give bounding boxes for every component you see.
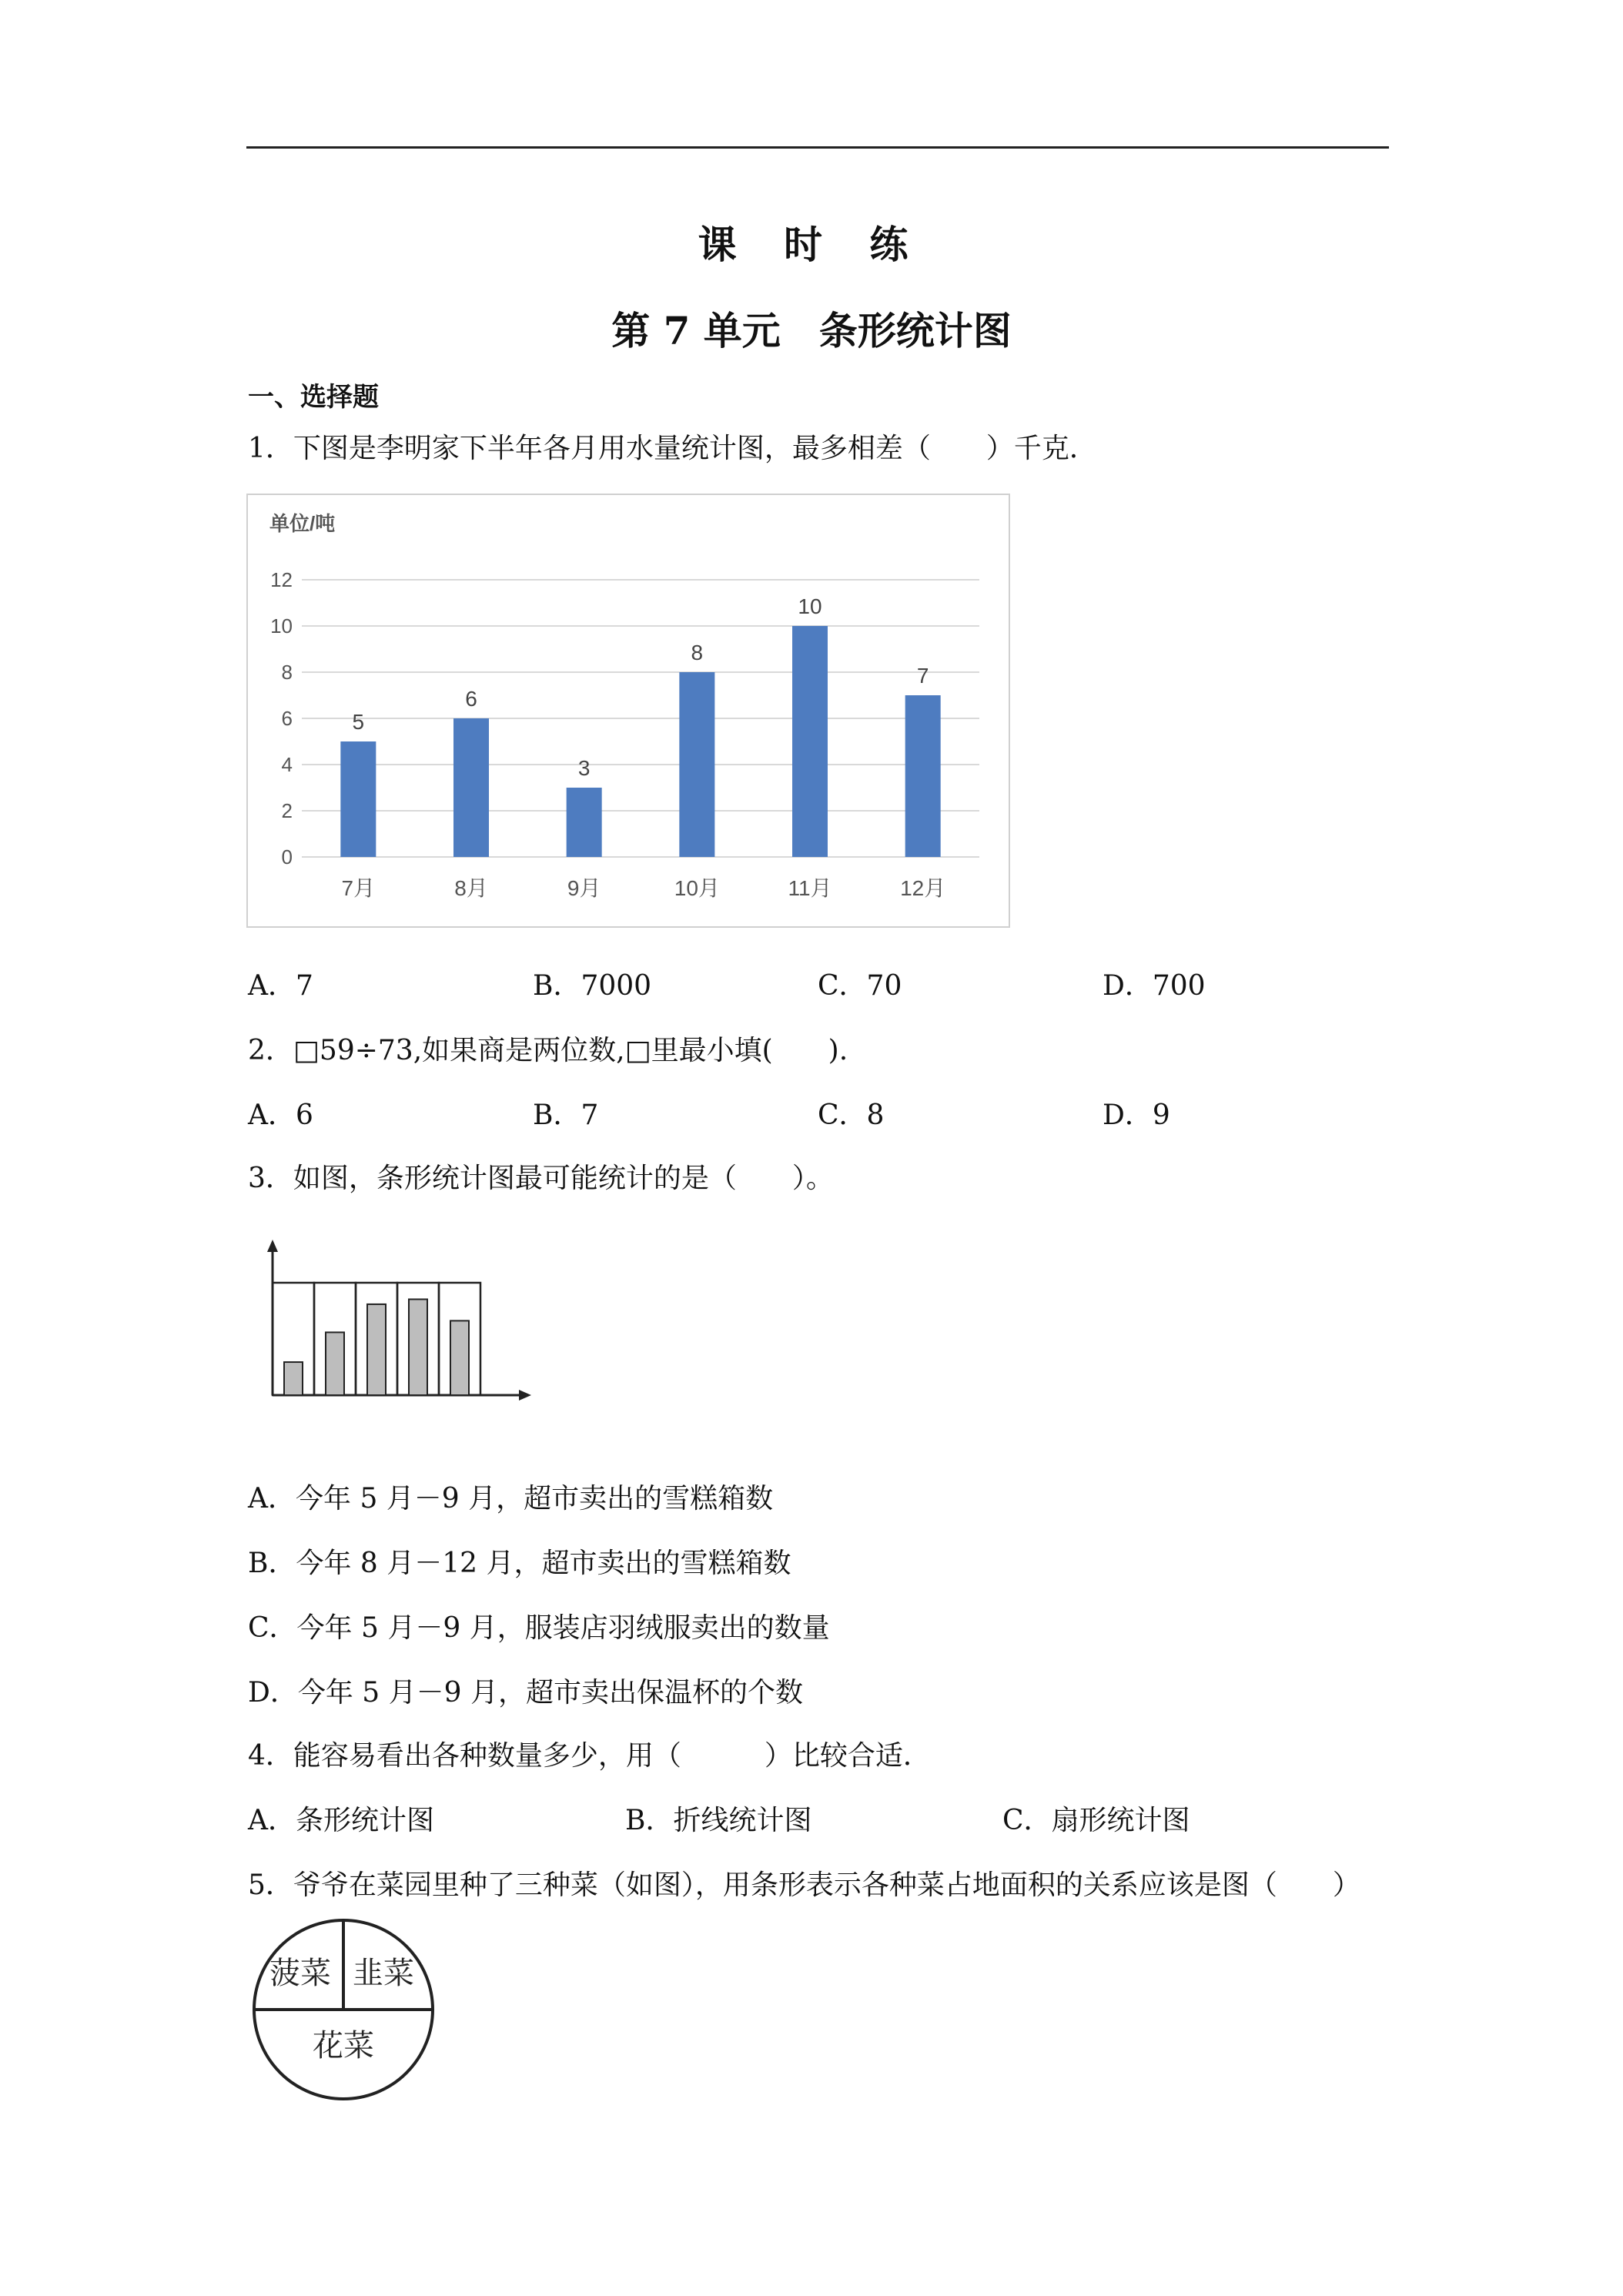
y-tick-label: 10: [270, 614, 293, 638]
question-number: 4．: [248, 1740, 293, 1772]
q3-option-d[interactable]: D．今年 5 月－9 月，超市卖出保温杯的个数: [248, 1677, 804, 1709]
y-tick-label: 12: [270, 568, 293, 591]
bar: [340, 741, 376, 857]
bar: [792, 626, 828, 857]
question-4: [248, 1734, 931, 1773]
page-title: 课 时 练: [698, 222, 925, 267]
y-tick-label: 8: [281, 661, 293, 684]
bar: [905, 695, 941, 857]
y-tick-label: 4: [281, 753, 293, 776]
small-bar-chart-figure: [254, 1230, 539, 1418]
bar: [679, 672, 714, 857]
question-number: 2．: [248, 1035, 293, 1066]
y-tick-label: 2: [281, 799, 293, 822]
q4-option-c[interactable]: C．扇形统计图: [1002, 1805, 1190, 1836]
data-label: 10: [798, 594, 822, 618]
data-label: 7: [916, 664, 929, 688]
x-tick-label: 8月: [454, 876, 488, 900]
x-tick-label: 10月: [674, 876, 720, 900]
water-usage-chart-svg: [248, 495, 1012, 929]
water-usage-chart: [246, 494, 1010, 928]
q2-option-c[interactable]: C．8: [818, 1099, 885, 1131]
q2-option-b[interactable]: B．7: [533, 1099, 599, 1131]
y-tick-label: 0: [281, 845, 293, 869]
unit-title: 第 7 单元 条形统计图: [611, 308, 1012, 353]
chart-unit-label: 单位/吨: [269, 512, 336, 535]
question-text: 如图，条形统计图最可能统计的是（ ）。: [293, 1163, 834, 1194]
section-heading: 一、选择题: [248, 382, 379, 413]
q2-option-a[interactable]: A．6: [248, 1099, 313, 1131]
q3-option-a[interactable]: A．今年 5 月－9 月，超市卖出的雪糕箱数: [248, 1483, 774, 1514]
question-5: [248, 1863, 1360, 1903]
question-text: 能容易看出各种数量多少，用（ ）比较合适．: [293, 1740, 931, 1772]
y-tick-label: 6: [281, 707, 293, 730]
header-rule: [246, 146, 1389, 149]
bar: [284, 1362, 303, 1395]
q3-option-b[interactable]: B．今年 8 月－12 月，超市卖出的雪糕箱数: [248, 1548, 791, 1579]
bar: [450, 1320, 469, 1395]
question-1: [248, 427, 1097, 466]
question-number: 3．: [248, 1163, 293, 1194]
x-tick-label: 7月: [341, 876, 376, 900]
x-tick-label: 12月: [900, 876, 946, 900]
question-text: 爷爷在菜园里种了三种菜（如图），用条形表示各种菜占地面积的关系应该是图（ ）: [293, 1869, 1360, 1901]
bar: [326, 1332, 344, 1395]
q4-option-b[interactable]: B．折线统计图: [625, 1805, 812, 1836]
q3-option-c[interactable]: C．今年 5 月－9 月，服装店羽绒服卖出的数量: [248, 1612, 830, 1644]
bar: [567, 788, 602, 857]
bar: [453, 718, 489, 857]
y-axis-arrow: [267, 1240, 278, 1252]
garden-circle-svg: [248, 1917, 448, 2102]
q1-option-a[interactable]: A．7: [248, 970, 313, 1002]
q4-option-a[interactable]: A．条形统计图: [248, 1805, 434, 1836]
x-tick-label: 11月: [788, 876, 832, 900]
question-number: 5．: [248, 1869, 293, 1901]
garden-label-leek: 韭菜: [353, 1956, 414, 1990]
x-tick-label: 9月: [567, 876, 601, 900]
data-label: 8: [691, 641, 704, 664]
data-label: 6: [465, 687, 477, 711]
question-2: [248, 1029, 848, 1068]
q1-option-b[interactable]: B．7000: [533, 970, 652, 1002]
q1-option-c[interactable]: C．70: [818, 970, 902, 1002]
data-label: 5: [352, 710, 365, 734]
question-text: □59÷73,如果商是两位数,□里最小填( ).: [293, 1035, 848, 1066]
small-bar-chart-svg: [254, 1230, 539, 1415]
garden-label-spinach: 菠菜: [269, 1956, 331, 1990]
data-label: 3: [577, 756, 591, 780]
question-number: 1．: [248, 433, 293, 464]
bar: [367, 1304, 386, 1395]
q2-option-d[interactable]: D．9: [1103, 1099, 1170, 1131]
question-text: 下图是李明家下半年各月用水量统计图，最多相差（ ）千克．: [293, 433, 1097, 464]
garden-label-cauliflower: 花菜: [313, 2029, 374, 2063]
q1-option-d[interactable]: D．700: [1103, 970, 1206, 1002]
question-3: [248, 1156, 834, 1196]
x-axis-arrow: [519, 1390, 531, 1401]
garden-circle-figure: [248, 1917, 448, 2105]
bar: [409, 1299, 427, 1395]
